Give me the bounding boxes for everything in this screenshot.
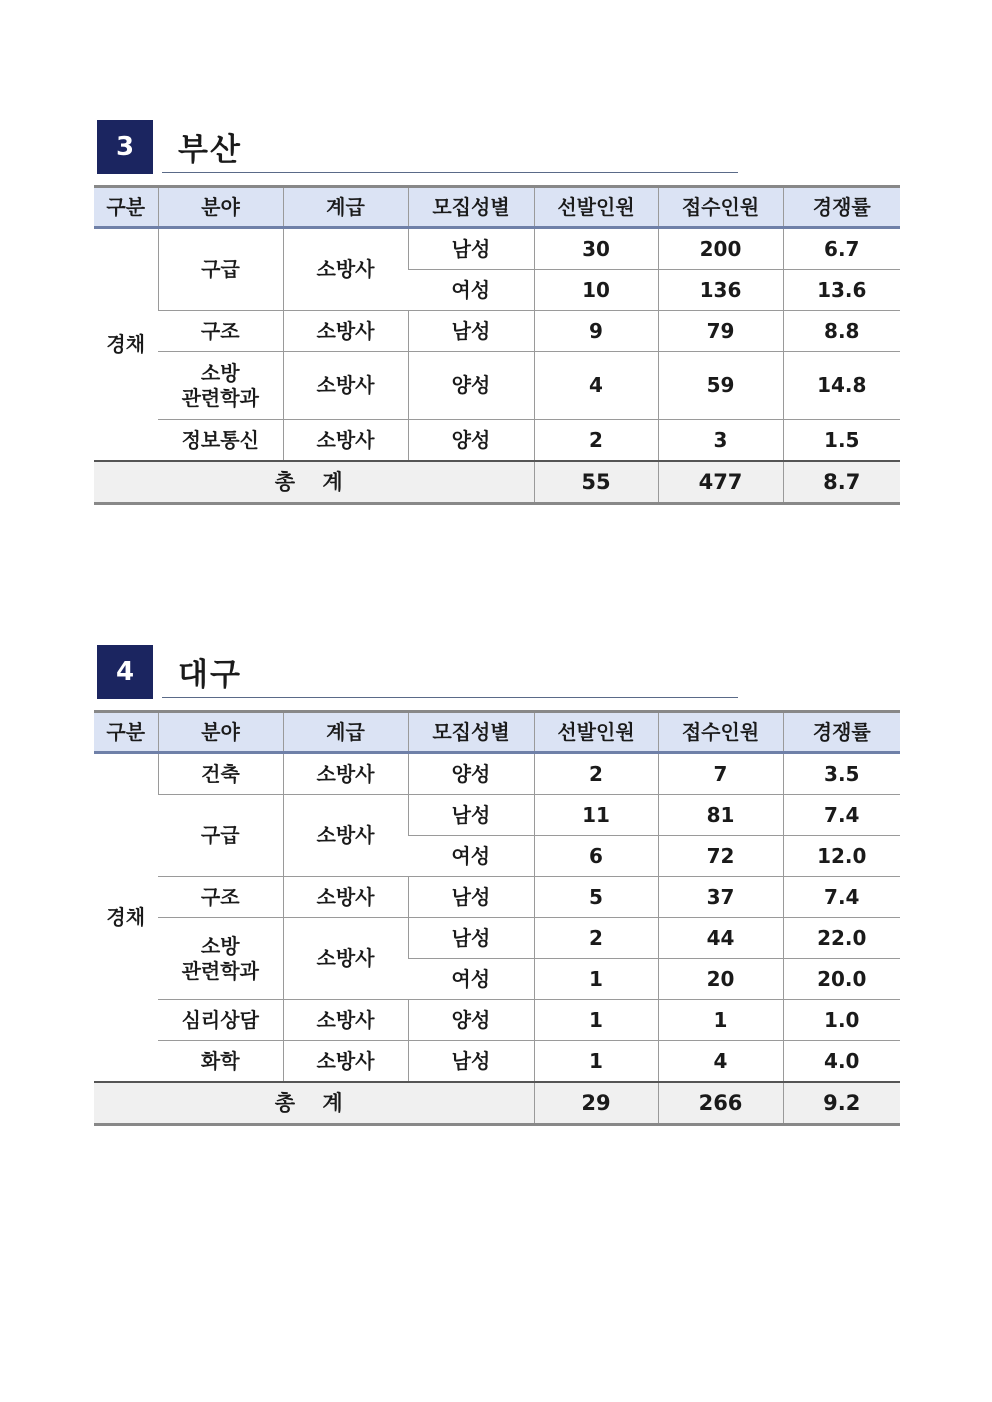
section-number: 3 (97, 120, 153, 174)
rank-cell: 소방사 (283, 352, 408, 420)
selected-count-cell: 9 (534, 311, 658, 352)
total-selected: 29 (534, 1082, 658, 1125)
table-row (94, 918, 900, 959)
section-busan (94, 120, 900, 494)
field-label: 구조 (200, 884, 240, 909)
section-header (94, 120, 900, 176)
total-rate: 9.2 (783, 1082, 900, 1125)
selected-count-cell: 2 (534, 918, 658, 959)
header-row (94, 712, 900, 753)
competition-rate-cell: 22.0 (783, 918, 900, 959)
category-cell: 경채 (94, 228, 158, 462)
field-label: 구조 (200, 318, 240, 343)
competition-rate-cell: 13.6 (783, 270, 900, 311)
total-row (94, 1082, 900, 1125)
table-row (94, 1041, 900, 1083)
rank-cell: 소방사 (283, 918, 408, 1000)
gender-cell: 남성 (408, 228, 534, 270)
total-selected: 55 (534, 461, 658, 504)
gender-cell: 양성 (408, 420, 534, 462)
competition-rate-cell: 20.0 (783, 959, 900, 1000)
table-row (94, 753, 900, 795)
applied-count-cell: 4 (658, 1041, 783, 1083)
total-rate: 8.7 (783, 461, 900, 504)
selected-count-cell: 4 (534, 352, 658, 420)
column-header: 구분 (94, 187, 158, 228)
header-row (94, 187, 900, 228)
table-row (94, 420, 900, 462)
rank-cell: 소방사 (283, 1000, 408, 1041)
table-row (94, 352, 900, 420)
rank-cell: 소방사 (283, 877, 408, 918)
section-title: 대구 (178, 657, 242, 693)
field-cell (158, 420, 283, 462)
rank-cell: 소방사 (283, 228, 408, 311)
gender-cell: 남성 (408, 1041, 534, 1083)
field-cell (158, 352, 283, 420)
column-header: 접수인원 (658, 712, 783, 753)
applied-count-cell: 3 (658, 420, 783, 462)
column-header: 선발인원 (534, 187, 658, 228)
competition-rate-cell: 1.0 (783, 1000, 900, 1041)
applied-count-cell: 136 (658, 270, 783, 311)
competition-rate-cell: 6.7 (783, 228, 900, 270)
selected-count-cell: 2 (534, 420, 658, 462)
gender-cell: 여성 (408, 836, 534, 877)
gender-cell: 양성 (408, 352, 534, 420)
recruitment-table (94, 185, 900, 505)
rank-cell: 소방사 (283, 753, 408, 795)
column-header: 접수인원 (658, 187, 783, 228)
selected-count-cell: 2 (534, 753, 658, 795)
section-daegu (94, 645, 900, 1115)
selected-count-cell: 6 (534, 836, 658, 877)
title-underline (162, 697, 738, 698)
applied-count-cell: 72 (658, 836, 783, 877)
applied-count-cell: 79 (658, 311, 783, 352)
field-cell (158, 1041, 283, 1083)
column-header: 분야 (158, 712, 283, 753)
gender-cell: 남성 (408, 918, 534, 959)
competition-rate-cell: 1.5 (783, 420, 900, 462)
column-header: 분야 (158, 187, 283, 228)
competition-rate-cell: 4.0 (783, 1041, 900, 1083)
selected-count-cell: 30 (534, 228, 658, 270)
selected-count-cell: 1 (534, 1041, 658, 1083)
column-header: 계급 (283, 187, 408, 228)
field-cell (158, 918, 283, 1000)
gender-cell: 남성 (408, 311, 534, 352)
competition-rate-cell: 7.4 (783, 795, 900, 836)
applied-count-cell: 200 (658, 228, 783, 270)
gender-cell: 양성 (408, 1000, 534, 1041)
field-label: 구급 (201, 257, 240, 281)
applied-count-cell: 37 (658, 877, 783, 918)
field-cell (158, 753, 283, 795)
column-header: 선발인원 (534, 712, 658, 753)
column-header: 모집성별 (408, 712, 534, 753)
selected-count-cell: 11 (534, 795, 658, 836)
total-label: 총 계 (94, 461, 534, 504)
applied-count-cell: 20 (658, 959, 783, 1000)
field-cell (158, 795, 283, 877)
total-applied: 477 (658, 461, 783, 504)
field-label: 소방 (200, 360, 240, 385)
field-label: 관련학과 (181, 385, 259, 410)
competition-rate-cell: 14.8 (783, 352, 900, 420)
gender-cell: 남성 (408, 877, 534, 918)
applied-count-cell: 1 (658, 1000, 783, 1041)
table-row (94, 877, 900, 918)
field-label: 소방 (200, 933, 240, 958)
field-label: 심리상담 (181, 1007, 259, 1032)
total-row (94, 461, 900, 504)
column-header: 구분 (94, 712, 158, 753)
recruitment-table (94, 710, 900, 1126)
competition-rate-cell: 7.4 (783, 877, 900, 918)
rank-cell: 소방사 (283, 795, 408, 877)
section-number: 4 (97, 645, 153, 699)
selected-count-cell: 5 (534, 877, 658, 918)
category-cell: 경채 (94, 753, 158, 1083)
column-header: 경쟁률 (783, 187, 900, 228)
rank-cell: 소방사 (283, 311, 408, 352)
column-header: 경쟁률 (783, 712, 900, 753)
field-cell (158, 228, 283, 311)
gender-cell: 남성 (408, 795, 534, 836)
competition-rate-cell: 12.0 (783, 836, 900, 877)
field-label: 건축 (201, 761, 240, 786)
table-row (94, 795, 900, 836)
column-header: 계급 (283, 712, 408, 753)
field-cell (158, 1000, 283, 1041)
section-header (94, 645, 900, 701)
competition-rate-cell: 3.5 (783, 753, 900, 795)
column-header: 모집성별 (408, 187, 534, 228)
applied-count-cell: 44 (658, 918, 783, 959)
title-underline (162, 172, 738, 173)
selected-count-cell: 10 (534, 270, 658, 311)
gender-cell: 양성 (408, 753, 534, 795)
competition-rate-cell: 8.8 (783, 311, 900, 352)
field-label: 화학 (200, 1048, 240, 1073)
table-row (94, 228, 900, 270)
gender-cell: 여성 (408, 270, 534, 311)
rank-cell: 소방사 (283, 1041, 408, 1083)
selected-count-cell: 1 (534, 1000, 658, 1041)
field-label: 정보통신 (181, 427, 259, 452)
selected-count-cell: 1 (534, 959, 658, 1000)
table-row (94, 1000, 900, 1041)
table-row (94, 311, 900, 352)
total-label: 총 계 (94, 1082, 534, 1125)
field-cell (158, 311, 283, 352)
rank-cell: 소방사 (283, 420, 408, 462)
total-applied: 266 (658, 1082, 783, 1125)
applied-count-cell: 59 (658, 352, 783, 420)
field-cell (158, 877, 283, 918)
gender-cell: 여성 (408, 959, 534, 1000)
applied-count-cell: 7 (658, 753, 783, 795)
applied-count-cell: 81 (658, 795, 783, 836)
field-label: 관련학과 (181, 958, 259, 983)
section-title: 부산 (178, 132, 242, 168)
field-label: 구급 (200, 823, 240, 847)
